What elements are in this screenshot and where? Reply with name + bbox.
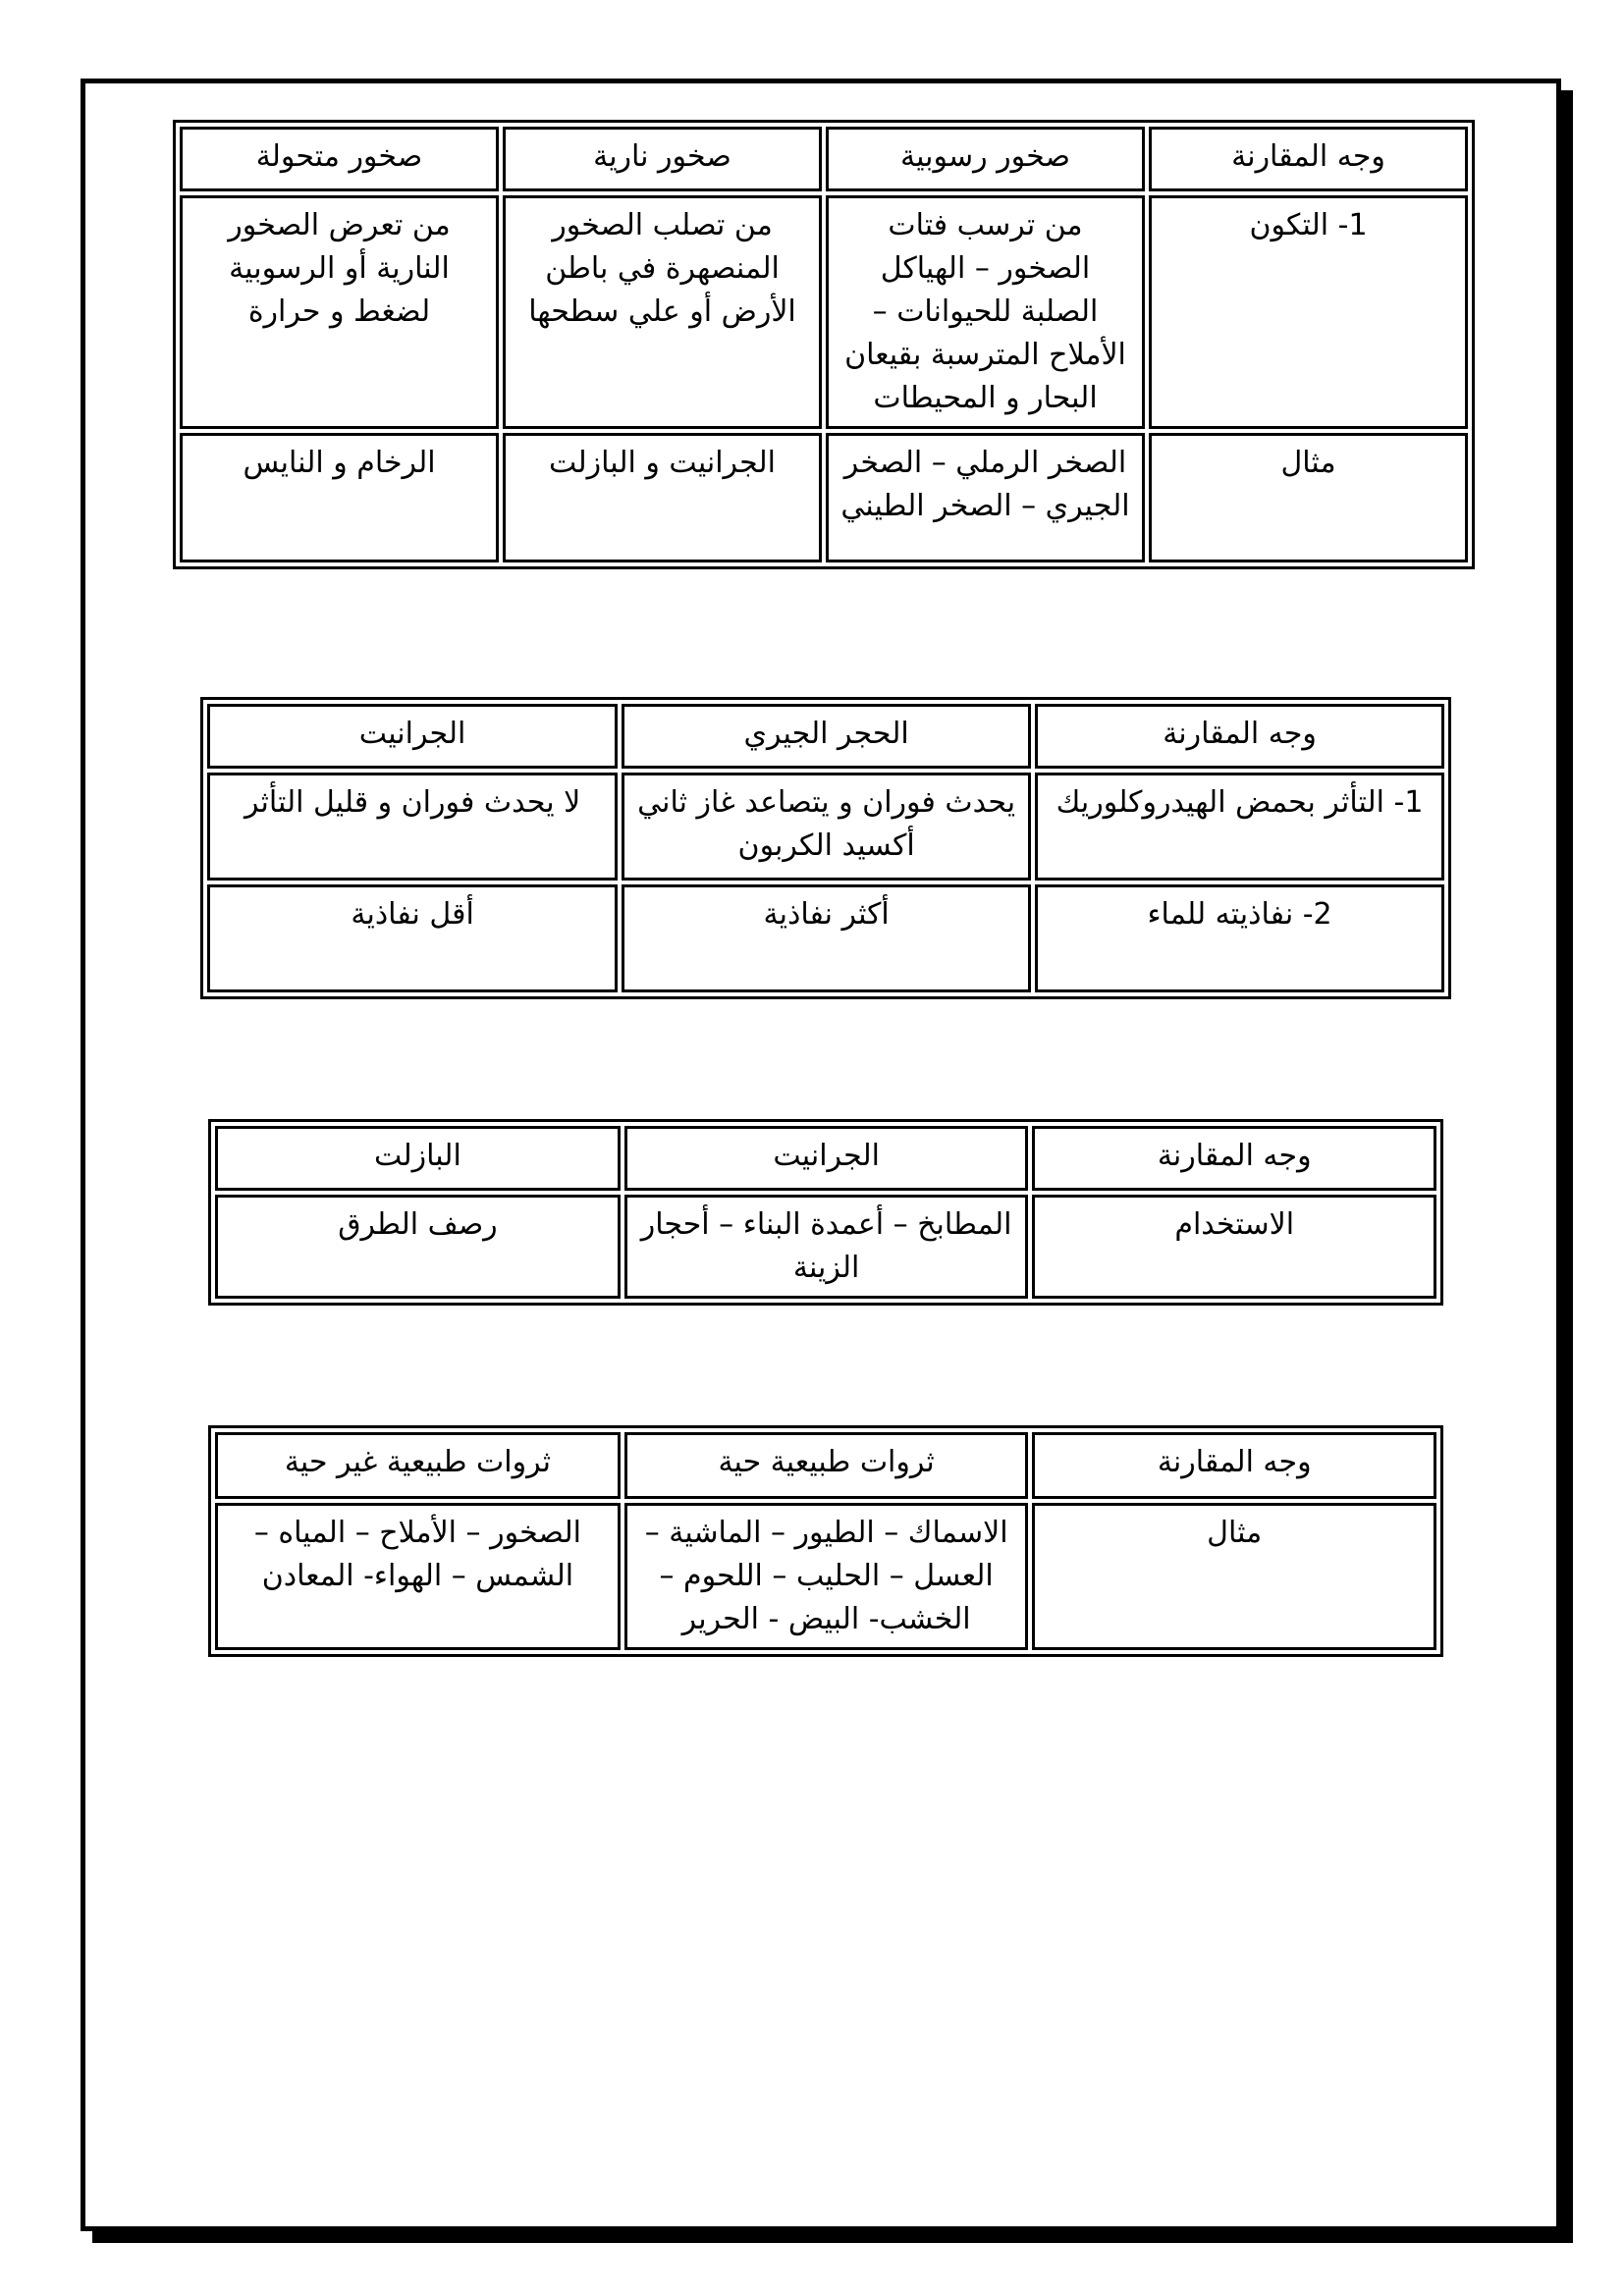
natural-resources-table bbox=[208, 1425, 1443, 1657]
table-cell: لا يحدث فوران و قليل التأثر bbox=[207, 773, 618, 881]
table-cell: أكثر نفاذية bbox=[622, 884, 1031, 992]
header-cell: الجرانيت bbox=[207, 704, 618, 769]
table-row bbox=[180, 195, 1468, 429]
table-cell: الصخور – الأملاح – المياه – الشمس – الهواء- المعادن bbox=[215, 1503, 621, 1650]
header-cell: وجه المقارنة bbox=[1035, 704, 1444, 769]
header-cell: الجرانيت bbox=[624, 1126, 1029, 1191]
rock-types-table bbox=[173, 120, 1475, 569]
table-cell: 1- التأثر بحمض الهيدروكلوريك bbox=[1035, 773, 1444, 881]
table-header-row bbox=[207, 704, 1444, 769]
header-cell: وجه المقارنة bbox=[1032, 1432, 1436, 1499]
header-cell: صخور نارية bbox=[503, 127, 822, 191]
table-cell: مثال bbox=[1032, 1503, 1436, 1650]
header-cell: وجه المقارنة bbox=[1149, 127, 1468, 191]
table-cell: الاستخدام bbox=[1032, 1195, 1436, 1299]
header-cell: صخور متحولة bbox=[180, 127, 499, 191]
limestone-granite-table bbox=[200, 697, 1451, 999]
table-row bbox=[215, 1503, 1436, 1650]
table-cell: 2- نفاذيته للماء bbox=[1035, 884, 1444, 992]
header-cell: وجه المقارنة bbox=[1032, 1126, 1436, 1191]
table-cell: الرخام و النايس bbox=[180, 433, 499, 562]
table-cell: المطابخ – أعمدة البناء – أحجار الزينة bbox=[624, 1195, 1029, 1299]
table-row bbox=[207, 884, 1444, 992]
header-cell: البازلت bbox=[215, 1126, 621, 1191]
table-cell: من تصلب الصخور المنصهرة في باطن الأرض أو علي سطحها bbox=[503, 195, 822, 429]
table-cell: 1- التكون bbox=[1149, 195, 1468, 429]
table-cell: مثال bbox=[1149, 433, 1468, 562]
table-cell: من تعرض الصخور النارية أو الرسوبية لضغط و حرارة bbox=[180, 195, 499, 429]
table-row bbox=[180, 433, 1468, 562]
table-header-row bbox=[180, 127, 1468, 191]
table-cell: من ترسب فتات الصخور – الهياكل الصلبة للحيوانات – الأملاح المترسبة بقيعان البحار و المحيطات bbox=[826, 195, 1145, 429]
table-cell: يحدث فوران و يتصاعد غاز ثاني أكسيد الكربون bbox=[622, 773, 1031, 881]
table-cell: الاسماك – الطيور – الماشية – العسل – الحليب – اللحوم – الخشب- البيض - الحرير bbox=[624, 1503, 1029, 1650]
table-row bbox=[207, 773, 1444, 881]
table-header-row bbox=[215, 1432, 1436, 1499]
table-row bbox=[215, 1195, 1436, 1299]
table-cell: الجرانيت و البازلت bbox=[503, 433, 822, 562]
granite-basalt-table bbox=[208, 1119, 1443, 1306]
table-cell: أقل نفاذية bbox=[207, 884, 618, 992]
header-cell: صخور رسوبية bbox=[826, 127, 1145, 191]
table-cell: الصخر الرملي – الصخر الجيري – الصخر الطيني bbox=[826, 433, 1145, 562]
header-cell: الحجر الجيري bbox=[622, 704, 1031, 769]
table-header-row bbox=[215, 1126, 1436, 1191]
header-cell: ثروات طبيعية حية bbox=[624, 1432, 1029, 1499]
table-cell: رصف الطرق bbox=[215, 1195, 621, 1299]
header-cell: ثروات طبيعية غير حية bbox=[215, 1432, 621, 1499]
